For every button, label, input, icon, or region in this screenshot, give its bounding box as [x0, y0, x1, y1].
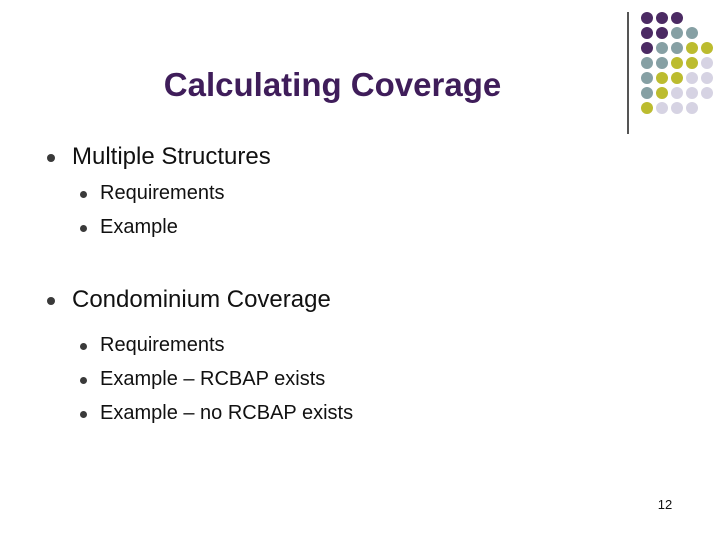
dot [671, 57, 683, 69]
dot [686, 102, 698, 114]
list-item: Example – RCBAP exists [100, 368, 326, 390]
list-item: Example – no RCBAP exists [100, 402, 354, 424]
dot [656, 42, 668, 54]
list-item: Requirements [100, 182, 225, 204]
dot [686, 87, 698, 99]
dot [641, 27, 653, 39]
dot [701, 42, 713, 54]
section-heading: Condominium Coverage [72, 286, 331, 313]
bullet-icon [80, 191, 87, 198]
dot [671, 72, 683, 84]
dot [686, 72, 698, 84]
dot [641, 42, 653, 54]
list-item: Requirements [100, 334, 225, 356]
bullet-icon [80, 377, 87, 384]
dot [671, 27, 683, 39]
dot [701, 72, 713, 84]
bullet-icon [47, 297, 55, 305]
list-item: Example [100, 216, 178, 238]
dot [671, 102, 683, 114]
dot [656, 12, 668, 24]
dot [701, 87, 713, 99]
bullet-icon [80, 343, 87, 350]
dot [671, 42, 683, 54]
bullet-icon [47, 154, 55, 162]
bullet-icon [80, 411, 87, 418]
dot [686, 42, 698, 54]
page-number: 12 [657, 497, 673, 512]
dot [686, 27, 698, 39]
dot [641, 12, 653, 24]
dot [686, 57, 698, 69]
section-heading: Multiple Structures [72, 143, 271, 170]
dot [671, 12, 683, 24]
dot [701, 57, 713, 69]
dot [656, 27, 668, 39]
bullet-icon [80, 225, 87, 232]
slide-title: Calculating Coverage [163, 66, 502, 103]
dot [671, 87, 683, 99]
